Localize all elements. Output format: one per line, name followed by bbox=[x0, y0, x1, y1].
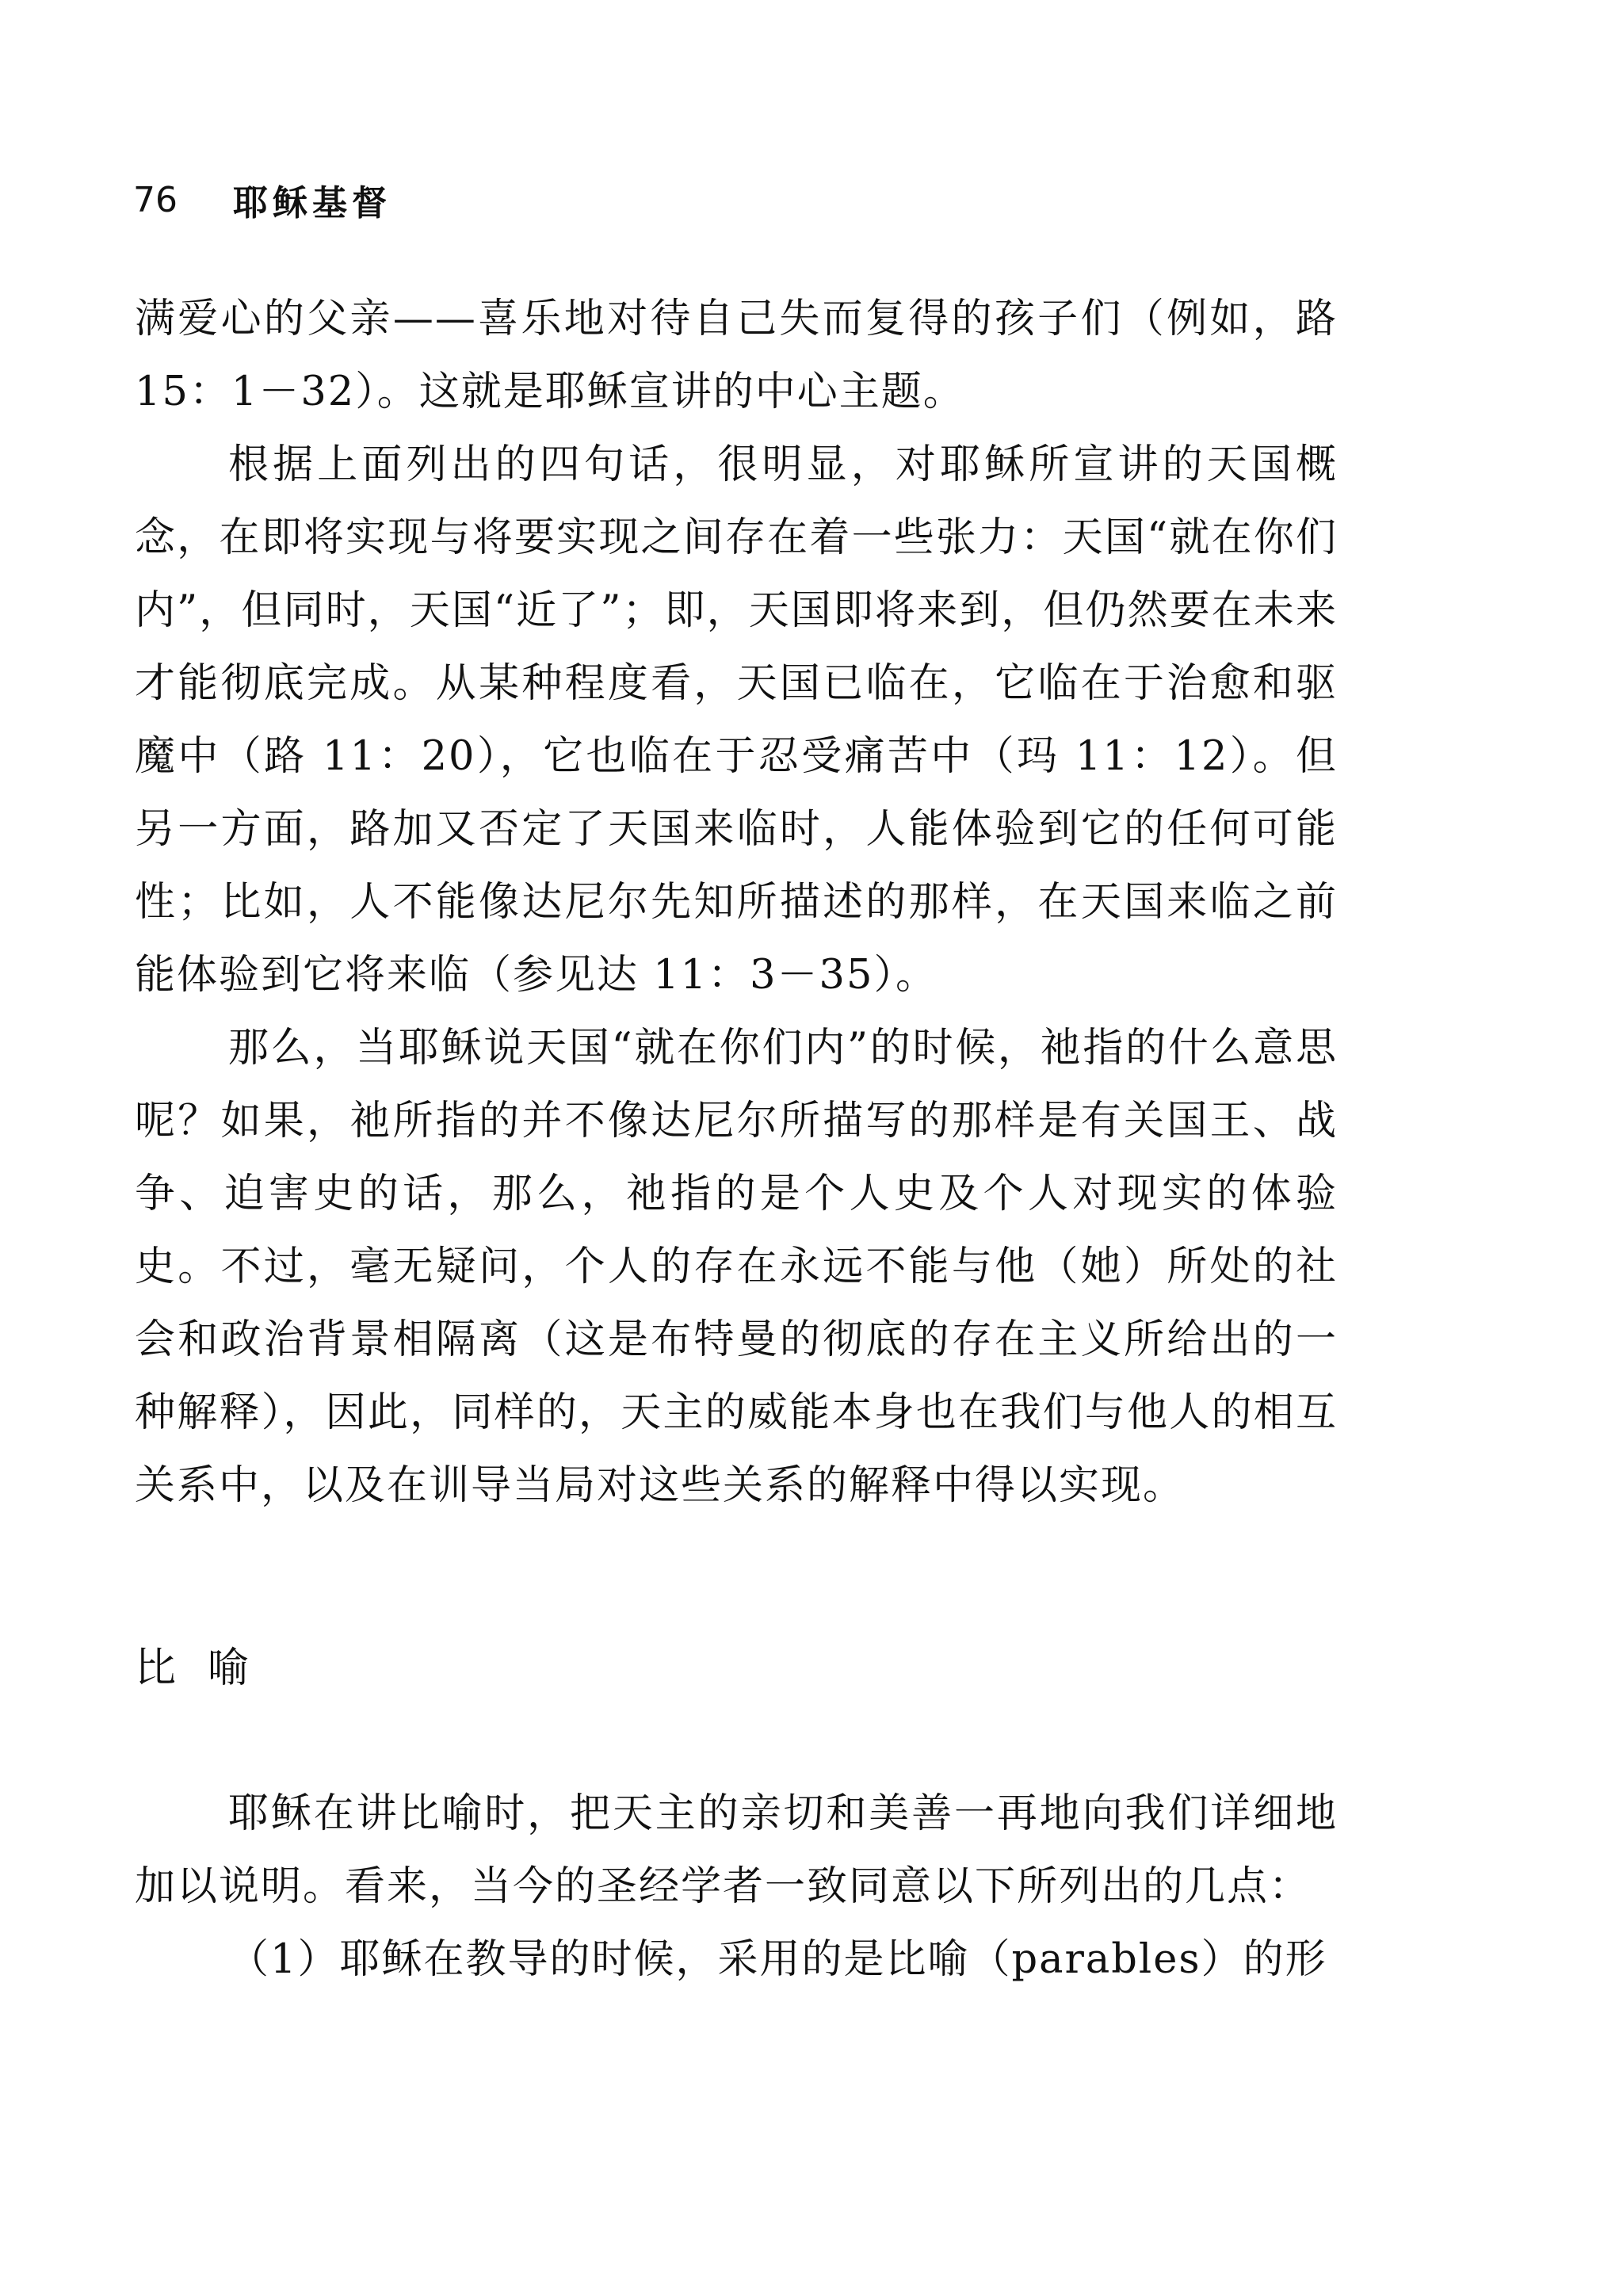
paragraph-parables-intro: 耶稣在讲比喻时，把天主的亲切和美善一再地向我们详细地加以说明。看来，当今的圣经学者一致同意以下所列出的几点： bbox=[135, 1790, 1338, 1910]
paragraph-kingdom-within: 那么，当耶稣说天国“就在你们内”的时候，祂指的什么意思呢？如果，祂所指的并不像达尼尔所描写的那样是有关国王、战争、迫害史的话，那么，祂指的是个人史及个人对现实的体验史。不过，毫无疑问，个人的存在永远不能与他（她）所处的社会和政治背景相隔离（这是布特曼的彻底的存在主义所给出的一种解释），因此，同样的，天主的威能本身也在我们与他人的相互关系中，以及在训导当局对这些关系的解释中得以实现。 bbox=[135, 1025, 1338, 1509]
page-header bbox=[133, 176, 391, 223]
running-title: 耶稣基督 bbox=[233, 183, 391, 223]
paragraph-kingdom-tension: 根据上面列出的四句话，很明显，对耶稣所宣讲的天国概念，在即将实现与将要实现之间存在着一些张力：天国“就在你们内”，但同时，天国“近了”；即，天国即将来到，但仍然要在未来才能彻底完成。从某种程度看，天国已临在，它临在于治愈和驱魔中（路 11：20），它也临在于忍受痛苦中（玛 11：12）。但另一方面，路加又否定了天国来临时，人能体验到它的任何可能性；比如，人不能像达尼尔先知所描述的那样，在天国来临之前能体验到它将来临（参见达 11：3－35）。 bbox=[135, 441, 1338, 999]
section-text-block bbox=[135, 1778, 1338, 1996]
main-text-block bbox=[135, 283, 1338, 1522]
section-heading: 比喻 bbox=[135, 1645, 281, 1692]
paragraph-continued: 满爱心的父亲——喜乐地对待自己失而复得的孩子们（例如，路 15：1－32）。这就是耶稣宣讲的中心主题。 bbox=[135, 296, 1338, 415]
paragraph-parables-point-1: （1）耶稣在教导的时候，采用的是比喻（parables）的形 bbox=[228, 1936, 1327, 1983]
page-number: 76 bbox=[133, 179, 178, 220]
